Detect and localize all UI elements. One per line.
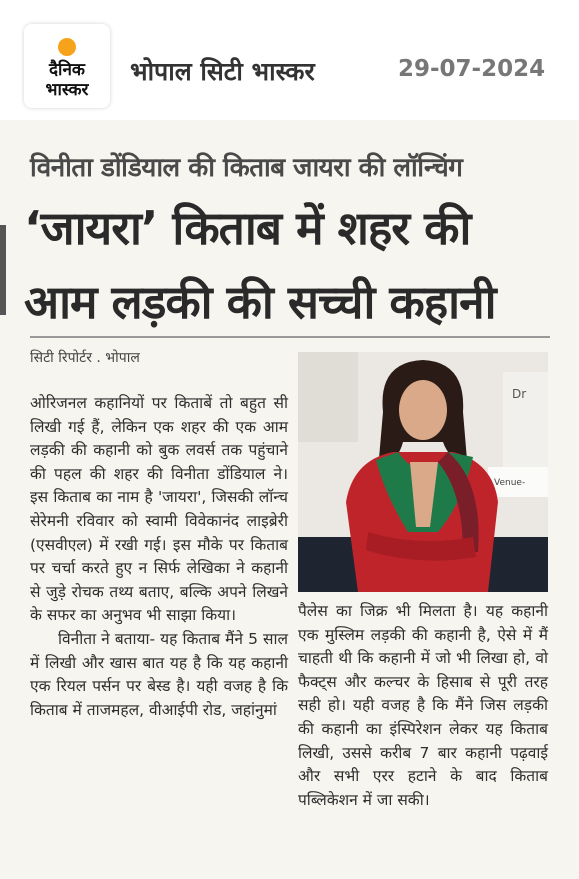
edition-title: भोपाल सिटी भास्कर [130, 57, 315, 86]
logo-line1: दैनिक [49, 60, 85, 80]
dainik-bhaskar-logo[interactable] [24, 24, 110, 108]
sun-icon [58, 38, 76, 56]
edition-date: 29-07-2024 [398, 56, 546, 82]
headline-line-2: आम लड़की की सच्ची कहानी [24, 275, 496, 329]
venue-sign-text: Venue- [494, 478, 526, 488]
author-photo [298, 352, 548, 592]
article-paragraph-3: पैलेस का जिक्र भी मिलता है। यह कहानी एक मुस्लिम लड़की की कहानी है, ऐसे में मैं चाहती थी कि कहानी में जो भी लिखा हो, वो फैक्ट्स और कल्चर के हिसाब से पूरी तरह सही हो। यही वजह है कि मैंने जिस लड़की की कहानी का इंस्पिरेशन लेकर यह किताब लिखी, उससे करीब 7 बार कहानी पढ़वाई और सभी एरर हटाने के बाद किताब पब्लिकेशन में जा सकी। [298, 602, 548, 809]
headline-line-1: ‘जायरा’ किताब में शहर की [24, 201, 471, 255]
author-photo-illustration [298, 352, 548, 592]
article-kicker: विनीता डोंडियाल की किताब जायरा की लॉन्चिंग [30, 153, 463, 183]
divider [30, 336, 550, 338]
banner-text: Dr [512, 387, 527, 401]
logo-line2: भास्कर [45, 80, 89, 100]
byline: सिटी रिपोर्टर . भोपाल [30, 350, 140, 366]
article-column-right [298, 600, 548, 812]
article-paragraph-1: ओरिजनल कहानियों पर किताबें तो बहुत सी लिखी गई हैं, लेकिन एक शहर की एक आम लड़की की कहानी को बुक लवर्स तक पहुंचाने की पहल की शहर की विनीता डोंडियाल ने। इस किताब का नाम है 'जायरा', जिसकी लॉन्च सेरेमनी रविवार को स्वामी विवेकानंद लाइब्रेरी (एसवीएल) में रखी गई। इस मौके पर किताब पर चर्चा करते हुए न सिर्फ लेखिका ने कहानी से जुड़े रोचक तथ्य बताए, बल्कि अपने लिखने के सफर का अनुभव भी साझा किया। [30, 394, 288, 625]
article-column-left [30, 392, 288, 722]
article-paragraph-2: विनीता ने बताया- यह किताब मैंने 5 साल में लिखी और खास बात यह है कि यह कहानी एक रियल पर्सन पर बेस्ड है। यही वजह है कि किताब में ताजमहल, वीआईपी रोड, जहांनुमां [30, 629, 288, 719]
app-header [0, 0, 579, 120]
adjacent-column-edge [0, 225, 6, 315]
